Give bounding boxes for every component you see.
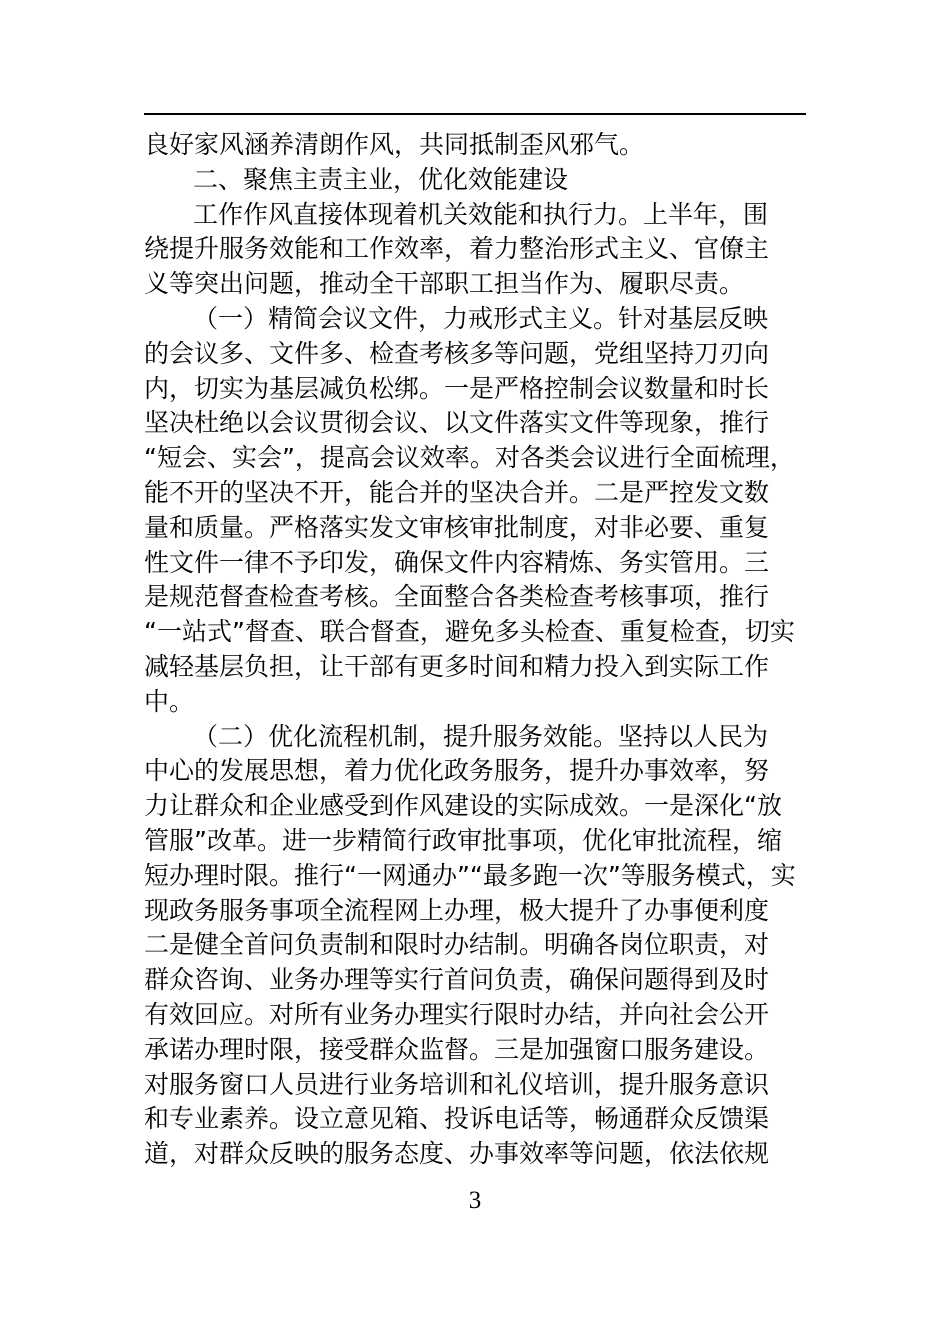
- text-line: 量和质量。严格落实发文审核审批制度，对非必要、重复: [144, 512, 770, 542]
- text-line: 承诺办理时限，接受群众监督。三是加强窗口服务建设。: [144, 1034, 770, 1064]
- page-number: 3: [468, 1187, 482, 1214]
- text-line: 减轻基层负担，让干部有更多时间和精力投入到实际工作: [144, 651, 770, 681]
- text-line: 力让群众和企业感受到作风建设的实际成效。一是深化“放: [144, 791, 782, 821]
- subsection-paragraph-start: （一）精简会议文件，力戒形式主义。针对基层反映: [193, 303, 769, 333]
- text-line: 义等突出问题，推动全干部职工担当作为、履职尽责。: [144, 269, 745, 299]
- subsection-paragraph-start: （二）优化流程机制，提升服务效能。坚持以人民为: [193, 721, 769, 751]
- text-line: 现政务服务事项全流程网上办理，极大提升了办事便利度: [144, 895, 770, 925]
- text-line: 群众咨询、业务办理等实行首问负责，确保问题得到及时: [144, 965, 770, 995]
- section-heading: 二、聚焦主责主业，优化效能建设: [193, 164, 569, 194]
- body-text: [144, 128, 806, 1172]
- text-line: 内，切实为基层减负松绑。一是严格控制会议数量和时长: [144, 373, 770, 403]
- text-line: 的会议多、文件多、检查考核多等问题，党组坚持刀刃向: [144, 338, 770, 368]
- text-line: 是规范督查检查考核。全面整合各类检查考核事项，推行: [144, 582, 770, 612]
- text-line: 管服”改革。进一步精简行政审批事项，优化审批流程，缩: [144, 825, 782, 855]
- text-line: 绕提升服务效能和工作效率，着力整治形式主义、官僚主: [144, 234, 770, 264]
- text-line: 有效回应。对所有业务办理实行限时办结，并向社会公开: [144, 999, 770, 1029]
- text-line: 工作作风直接体现着机关效能和执行力。上半年，围: [193, 199, 769, 229]
- text-line: 中心的发展思想，着力优化政务服务，提升办事效率，努: [144, 756, 770, 786]
- header-rule: [144, 113, 806, 115]
- text-line: “短会、实会”，提高会议效率。对各类会议进行全面梳理，: [144, 443, 795, 473]
- text-line: 性文件一律不予印发，确保文件内容精炼、务实管用。三: [144, 547, 770, 577]
- text-line: 坚决杜绝以会议贯彻会议、以文件落实文件等现象，推行: [144, 408, 770, 438]
- text-line: 二是健全首问负责制和限时办结制。明确各岗位职责，对: [144, 930, 770, 960]
- text-line: 和专业素养。设立意见箱、投诉电话等，畅通群众反馈渠: [144, 1104, 770, 1134]
- text-line: 能不开的坚决不开，能合并的坚决合并。二是严控发文数: [144, 477, 770, 507]
- text-line: 对服务窗口人员进行业务培训和礼仪培训，提升服务意识: [144, 1069, 770, 1099]
- text-line: 中。: [144, 686, 195, 716]
- text-line: 道，对群众反映的服务态度、办事效率等问题，依法依规: [144, 1139, 770, 1169]
- text-line: 短办理时限。推行“一网通办”“最多跑一次”等服务模式，实: [144, 860, 796, 890]
- text-line: “一站式”督查、联合督查，避免多头检查、重复检查，切实: [144, 617, 795, 647]
- text-line: 良好家风涵养清朗作风，共同抵制歪风邪气。: [144, 130, 645, 159]
